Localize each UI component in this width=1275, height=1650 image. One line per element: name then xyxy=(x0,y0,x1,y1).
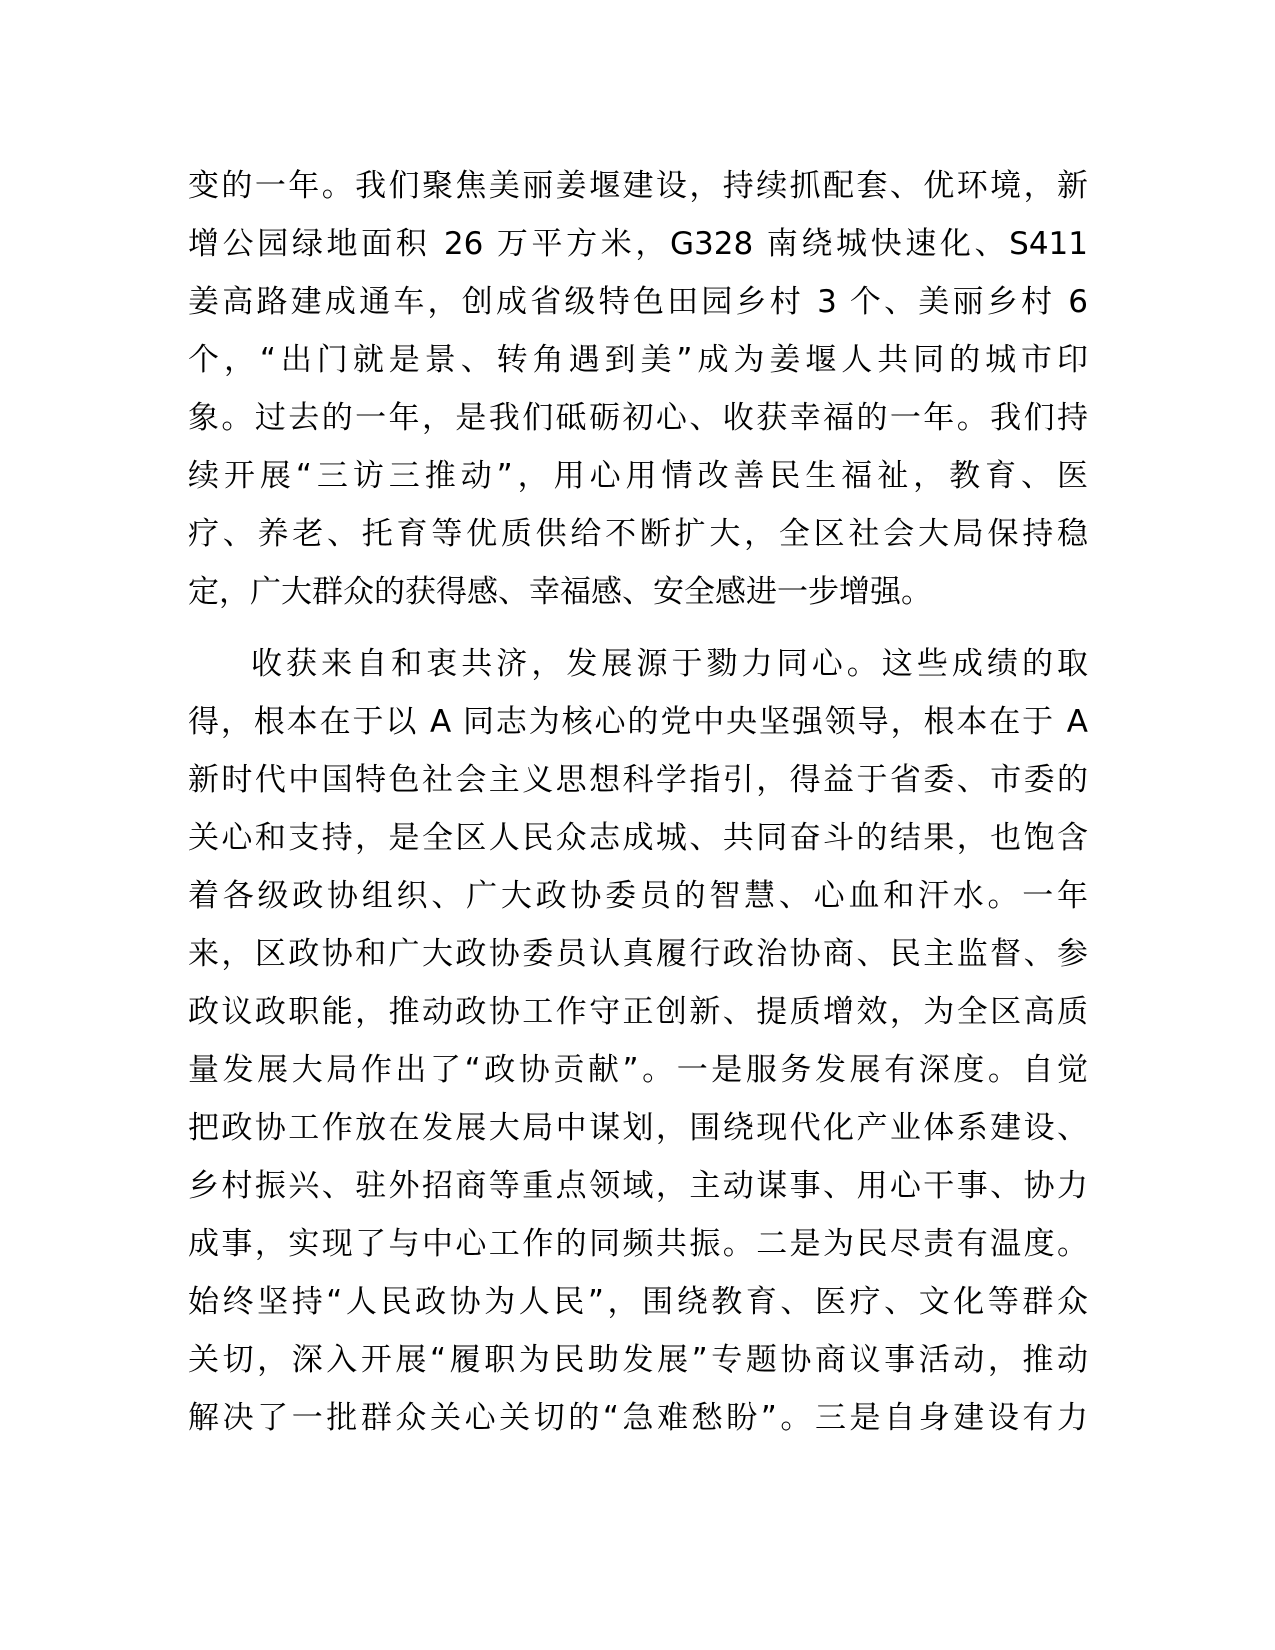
text-line: 得，根本在于以 A 同志为核心的党中央坚强领导，根本在于 A xyxy=(188,704,1088,740)
text-line: 续开展“三访三推动”，用心用情改善民生福祉，教育、医 xyxy=(188,458,1088,494)
text-line: 变的一年。我们聚焦美丽姜堰建设，持续抓配套、优环境，新 xyxy=(188,168,1088,204)
text-line: 始终坚持“人民政协为人民”，围绕教育、医疗、文化等群众 xyxy=(188,1284,1088,1320)
text-line: 疗、养老、托育等优质供给不断扩大，全区社会大局保持稳 xyxy=(188,516,1088,552)
text-line: 象。过去的一年，是我们砥砺初心、收获幸福的一年。我们持 xyxy=(188,400,1088,436)
paragraph-1 xyxy=(188,157,1088,621)
text-line: 把政协工作放在发展大局中谋划，围绕现代化产业体系建设、 xyxy=(188,1110,1088,1146)
text-line: 收获来自和衷共济，发展源于勠力同心。这些成绩的取 xyxy=(251,646,1088,682)
text-line: 关切，深入开展“履职为民助发展”专题协商议事活动，推动 xyxy=(188,1342,1088,1378)
text-line: 成事，实现了与中心工作的同频共振。二是为民尽责有温度。 xyxy=(188,1226,1088,1262)
text-line: 姜高路建成通车，创成省级特色田园乡村 3 个、美丽乡村 6 xyxy=(188,284,1088,320)
text-line: 定，广大群众的获得感、幸福感、安全感进一步增强。 xyxy=(188,574,932,610)
text-line: 新时代中国特色社会主义思想科学指引，得益于省委、市委的 xyxy=(188,762,1088,798)
text-line: 量发展大局作出了“政协贡献”。一是服务发展有深度。自觉 xyxy=(188,1052,1088,1088)
text-line: 关心和支持，是全区人民众志成城、共同奋斗的结果，也饱含 xyxy=(188,820,1088,856)
text-line: 着各级政协组织、广大政协委员的智慧、心血和汗水。一年 xyxy=(188,878,1088,914)
paragraph-2 xyxy=(188,635,1088,1447)
text-line: 解决了一批群众关心关切的“急难愁盼”。三是自身建设有力 xyxy=(188,1400,1088,1436)
text-line: 乡村振兴、驻外招商等重点领域，主动谋事、用心干事、协力 xyxy=(188,1168,1088,1204)
text-line: 增公园绿地面积 26 万平方米，G328 南绕城快速化、S411 xyxy=(188,226,1088,262)
text-line: 来，区政协和广大政协委员认真履行政治协商、民主监督、参 xyxy=(188,936,1088,972)
text-line: 个，“出门就是景、转角遇到美”成为姜堰人共同的城市印 xyxy=(188,342,1088,378)
text-line: 政议政职能，推动政协工作守正创新、提质增效，为全区高质 xyxy=(188,994,1088,1030)
